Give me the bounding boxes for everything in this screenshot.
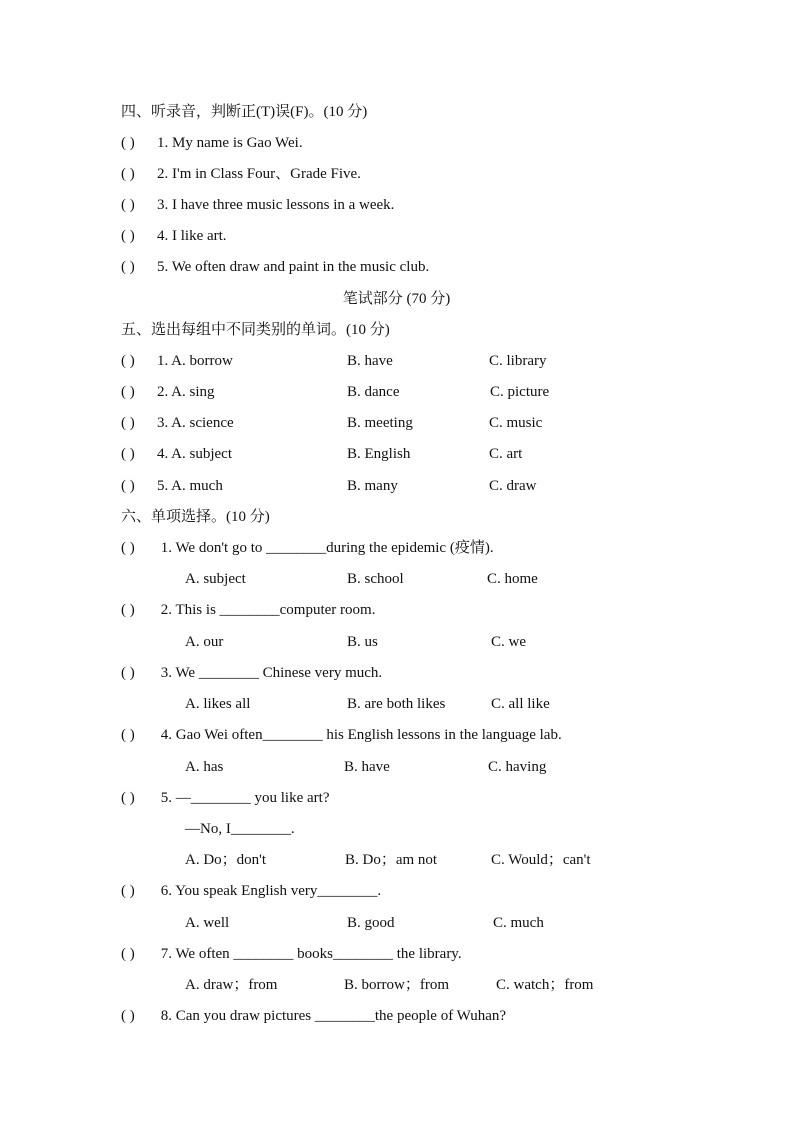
question-stem: 5. —________ you like art? [157, 790, 330, 806]
option-a: A. draw；from [185, 977, 278, 993]
option-a: A. likes all [185, 696, 251, 712]
option-a: 4. A. subject [157, 446, 232, 462]
option-c: C. music [489, 415, 543, 431]
option-b: B. us [347, 634, 378, 650]
option-a: A. has [185, 759, 224, 775]
option-b: B. meeting [347, 415, 413, 431]
option-b: B. many [347, 478, 398, 494]
answer-blank[interactable]: ( ) [121, 883, 135, 899]
answer-blank[interactable]: ( ) [121, 727, 135, 743]
answer-blank[interactable]: ( ) [121, 353, 135, 369]
option-a: A. well [185, 915, 230, 931]
option-a: 1. A. borrow [157, 353, 233, 369]
section-4-heading: 四、听录音，判断正(T)误(F)。(10 分) [121, 104, 368, 120]
question-stem: 7. We often ________ books________ the library. [157, 946, 462, 962]
option-a: 5. A. much [157, 478, 223, 494]
answer-blank[interactable]: ( ) [121, 1008, 135, 1024]
option-c: C. watch；from [496, 977, 594, 993]
answer-blank[interactable]: ( ) [121, 665, 135, 681]
question-stem: 4. Gao Wei often________ his English lessons in the language lab. [157, 727, 562, 743]
sec5-item-2 [121, 382, 215, 402]
option-b: B. borrow；from [344, 977, 449, 993]
sec6-q2 [121, 600, 375, 620]
option-b: B. have [344, 759, 390, 775]
question-stem: 8. Can you draw pictures ________the people of Wuhan? [157, 1008, 507, 1024]
answer-blank[interactable]: ( ) [121, 135, 135, 151]
sec6-q1 [121, 538, 494, 558]
question-stem: 1. We don't go to ________during the epidemic (疫情). [157, 540, 494, 556]
question-stem: 6. You speak English very________. [157, 883, 382, 899]
item-text: 5. We often draw and paint in the music club. [157, 259, 430, 275]
sec6-q5 [121, 788, 329, 808]
written-part-title: 笔试部分 (70 分) [342, 291, 451, 307]
sec6-q6 [121, 881, 381, 901]
sec5-item-5 [121, 476, 223, 496]
option-a: 2. A. sing [157, 384, 215, 400]
option-b: B. are both likes [347, 696, 446, 712]
sec6-q3 [121, 663, 382, 683]
answer-blank[interactable]: ( ) [121, 197, 135, 213]
option-b: B. Do；am not [345, 852, 438, 868]
answer-blank[interactable]: ( ) [121, 415, 135, 431]
option-b: B. have [347, 353, 393, 369]
answer-blank[interactable]: ( ) [121, 602, 135, 618]
item-text: 1. My name is Gao Wei. [157, 135, 303, 151]
sec4-item-2 [121, 164, 361, 184]
option-c: C. home [487, 571, 538, 587]
answer-blank[interactable]: ( ) [121, 946, 135, 962]
option-c: C. picture [490, 384, 550, 400]
option-c: C. art [489, 446, 523, 462]
option-b: B. dance [347, 384, 400, 400]
answer-blank[interactable]: ( ) [121, 166, 135, 182]
answer-blank[interactable]: ( ) [121, 790, 135, 806]
option-b: B. English [347, 446, 411, 462]
sec5-item-1 [121, 351, 233, 371]
option-c: C. much [493, 915, 544, 931]
item-text: 4. I like art. [157, 228, 227, 244]
answer-blank[interactable]: ( ) [121, 540, 135, 556]
question-stem: 2. This is ________computer room. [157, 602, 376, 618]
sec6-q7 [121, 944, 462, 964]
sec5-item-3 [121, 413, 234, 433]
sec4-item-1 [121, 133, 303, 153]
sec6-q4 [121, 725, 562, 745]
option-c: C. library [489, 353, 547, 369]
item-text: 2. I'm in Class Four、Grade Five. [157, 166, 361, 182]
answer-blank[interactable]: ( ) [121, 384, 135, 400]
option-c: C. we [491, 634, 526, 650]
sec4-item-5 [121, 257, 429, 277]
answer-blank[interactable]: ( ) [121, 259, 135, 275]
answer-blank[interactable]: ( ) [121, 478, 135, 494]
sec5-item-4 [121, 444, 232, 464]
option-a: A. subject [185, 571, 246, 587]
section-5-heading: 五、选出每组中不同类别的单词。(10 分) [121, 322, 390, 338]
option-c: C. all like [491, 696, 550, 712]
answer-blank[interactable]: ( ) [121, 228, 135, 244]
sec4-item-3 [121, 195, 394, 215]
sec6-q8 [121, 1006, 506, 1026]
option-a: 3. A. science [157, 415, 234, 431]
answer-blank[interactable]: ( ) [121, 446, 135, 462]
option-c: C. having [488, 759, 547, 775]
option-b: B. good [347, 915, 395, 931]
option-c: C. draw [489, 478, 537, 494]
section-6-heading: 六、单项选择。(10 分) [121, 509, 270, 525]
question-stem: 3. We ________ Chinese very much. [157, 665, 383, 681]
option-b: B. school [347, 571, 404, 587]
option-a: A. our [185, 634, 224, 650]
sec4-item-4 [121, 226, 227, 246]
item-text: 3. I have three music lessons in a week. [157, 197, 395, 213]
option-c: C. Would；can't [491, 852, 591, 868]
option-a: A. Do；don't [185, 852, 267, 868]
dialogue-reply: —No, I________. [185, 821, 295, 837]
